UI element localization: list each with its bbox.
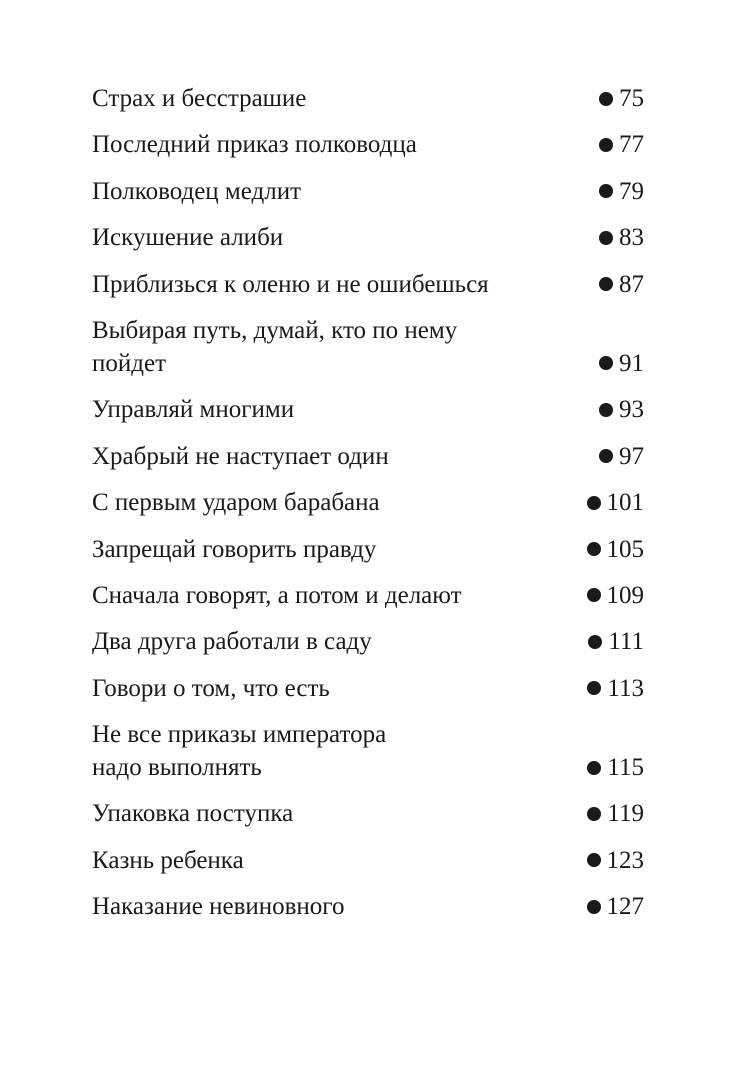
- page-number: 101: [606, 489, 644, 517]
- toc-entry-title: Казнь ребенка: [92, 846, 244, 874]
- toc-entry-title: Не все приказы императора надо выполнять: [92, 721, 387, 782]
- page-number: 75: [619, 85, 644, 112]
- toc-entry-title: Выбирая путь, думай, кто по нему пойдет: [92, 316, 458, 377]
- bullet-icon: [587, 588, 601, 602]
- toc-entry: [92, 440, 644, 473]
- bullet-icon: [599, 356, 613, 370]
- page-number: 83: [619, 224, 644, 252]
- toc-entry: [92, 672, 644, 705]
- toc-entry-title: Наказание невиновного: [92, 893, 345, 921]
- toc-entry-title: Запрещай говорить правду: [92, 535, 377, 563]
- toc-entry: [92, 221, 644, 254]
- toc-entry: [92, 533, 644, 566]
- page-number: 87: [619, 270, 644, 298]
- page-number: 77: [619, 131, 644, 159]
- toc-entry-title: Сначала говорят, а потом и делают: [92, 581, 462, 609]
- toc-entry-page: [587, 486, 645, 519]
- bullet-icon: [599, 403, 613, 417]
- bullet-icon: [599, 449, 613, 463]
- page-number: 111: [608, 628, 644, 656]
- toc-entry-page: [599, 268, 644, 301]
- toc-entry: [92, 579, 644, 612]
- toc-entry-title: Упаковка поступка: [92, 800, 294, 828]
- toc-entry: [92, 797, 644, 830]
- toc-entry-page: [599, 128, 644, 161]
- toc-entry: [92, 718, 644, 784]
- toc-entry-page: [587, 797, 644, 830]
- bullet-icon: [587, 761, 601, 775]
- toc-entry-title: Последний приказ полководца: [92, 131, 417, 159]
- bullet-icon: [599, 184, 613, 198]
- toc-entry-title: Искушение алиби: [92, 224, 284, 252]
- page-number: 105: [606, 535, 644, 563]
- page-number: 127: [606, 893, 644, 921]
- bullet-icon: [599, 231, 613, 245]
- bullet-icon: [588, 635, 602, 649]
- toc-entry-title: Говори о том, что есть: [92, 674, 330, 702]
- bullet-icon: [587, 496, 601, 510]
- page-number: 113: [607, 674, 644, 702]
- toc-entry-page: [587, 890, 645, 923]
- toc-entry: [92, 175, 644, 208]
- bullet-icon: [599, 277, 613, 291]
- toc-entry-title: Страх и бесстрашие: [92, 85, 307, 112]
- toc-entry: [92, 268, 644, 301]
- toc-entry-page: [599, 440, 644, 473]
- page-number: 91: [619, 349, 644, 377]
- toc-entry-page: [587, 533, 645, 566]
- toc-entry: [92, 890, 644, 923]
- toc-entry: [92, 314, 644, 380]
- toc-entry: [92, 128, 644, 161]
- toc-entry: [92, 625, 644, 658]
- toc-entry-page: [588, 625, 644, 658]
- page-number: 115: [607, 754, 644, 782]
- toc-entry: [92, 82, 644, 115]
- page-number: 93: [619, 396, 644, 424]
- toc-entry-page: [599, 393, 644, 426]
- page-number: 97: [619, 442, 644, 470]
- bullet-icon: [587, 900, 601, 914]
- toc-entry: [92, 393, 644, 426]
- toc-entry-page: [599, 82, 644, 115]
- toc-entry: [92, 486, 644, 519]
- toc-entry-page: [587, 672, 644, 705]
- toc-entry-title: Управляй многими: [92, 396, 295, 424]
- bullet-icon: [599, 138, 613, 152]
- page-number: 123: [606, 846, 644, 874]
- toc-entry: [92, 844, 644, 877]
- toc-entry-page: [599, 221, 644, 254]
- toc-entry-page: [587, 751, 644, 784]
- page-number: 119: [607, 800, 644, 828]
- page-number: 109: [606, 581, 644, 609]
- toc-entry-title: Полководец медлит: [92, 177, 302, 205]
- toc-entry-page: [599, 175, 644, 208]
- toc-entry-title: Два друга работали в саду: [92, 628, 372, 656]
- bullet-icon: [587, 807, 601, 821]
- toc-entry-title: Храбрый не наступает один: [92, 442, 389, 470]
- page-number: 79: [619, 177, 644, 205]
- toc-entry-page: [587, 579, 645, 612]
- bullet-icon: [599, 92, 613, 106]
- toc-entry-title: Приблизься к оленю и не ошибешься: [92, 270, 489, 298]
- toc-entry-page: [587, 844, 645, 877]
- toc-entry-page: [599, 347, 644, 380]
- table-of-contents: [92, 82, 644, 937]
- toc-entry-title: С первым ударом барабана: [92, 489, 380, 517]
- bullet-icon: [587, 681, 601, 695]
- bullet-icon: [587, 853, 601, 867]
- bullet-icon: [587, 542, 601, 556]
